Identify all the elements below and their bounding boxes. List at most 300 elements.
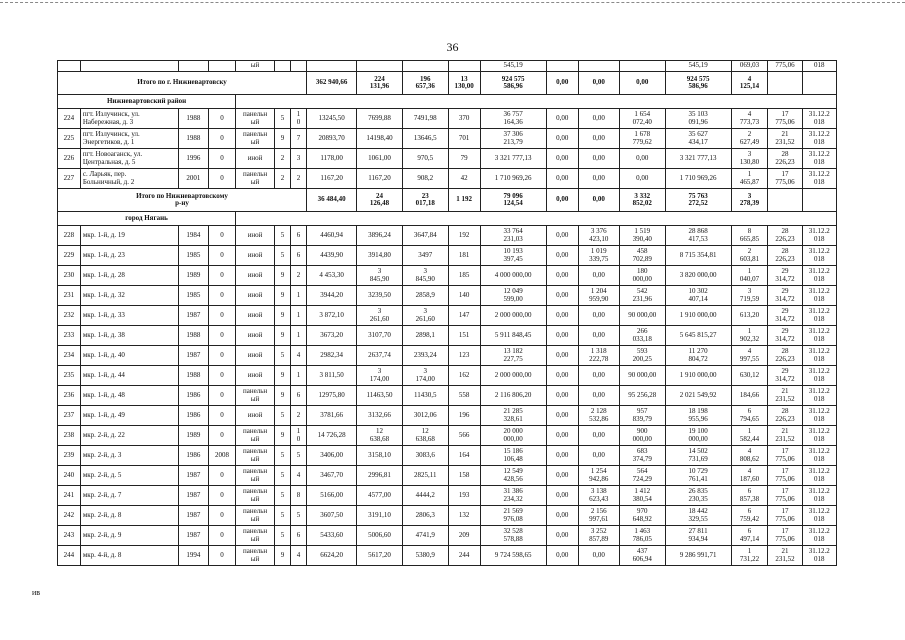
- table-cell: 1 019 339,75: [578, 246, 619, 266]
- table-cell: 18 198 955,96: [665, 406, 731, 426]
- table-cell: 1986: [179, 406, 209, 426]
- table-cell: 31.12.2 018: [802, 129, 836, 149]
- total-row: [58, 72, 837, 95]
- table-cell: 31.12.2 018: [802, 486, 836, 506]
- table-cell: 13 182 227,75: [480, 346, 546, 366]
- table-cell: 7491,98: [402, 109, 448, 129]
- table-cell: 2: [274, 149, 290, 169]
- table-cell: 19 100 000,00: [665, 426, 731, 446]
- table-cell: 6: [290, 526, 306, 546]
- table-cell: 196: [448, 406, 480, 426]
- table-cell: 566: [448, 426, 480, 446]
- table-cell: 5: [274, 526, 290, 546]
- table-row: [58, 226, 837, 246]
- address-cell: мкр. 1-й, д. 32: [80, 286, 178, 306]
- table-cell: 1988: [179, 326, 209, 346]
- table-cell: 90 000,00: [619, 366, 665, 386]
- total-cell: 1 192: [448, 189, 480, 212]
- table-cell: 31.12.2 018: [802, 546, 836, 566]
- table-cell: 4 187,60: [731, 466, 768, 486]
- table-cell: панельн ый: [236, 526, 275, 546]
- total-label: Итого по Нижневартовскому р-ну: [58, 189, 307, 212]
- top-rule: [0, 2, 905, 3]
- table-cell: 5006,60: [357, 526, 403, 546]
- table-cell: 3132,66: [357, 406, 403, 426]
- table-cell: 4: [290, 546, 306, 566]
- table-cell: 0,00: [578, 306, 619, 326]
- table-cell: 1 412 380,54: [619, 486, 665, 506]
- table-cell: 1996: [179, 149, 209, 169]
- total-cell: 4 125,14: [731, 72, 768, 95]
- table-cell: 5: [274, 406, 290, 426]
- section-title-row: [58, 95, 837, 109]
- table-cell: 12 638,68: [357, 426, 403, 446]
- table-cell: 0: [208, 526, 235, 546]
- total-cell: 36 484,40: [306, 189, 356, 212]
- table-cell: 5: [274, 486, 290, 506]
- table-cell: 0,00: [578, 546, 619, 566]
- table-cell: иной: [236, 246, 275, 266]
- table-cell: 17 775,06: [768, 506, 802, 526]
- table-cell: 14198,40: [357, 129, 403, 149]
- table-cell: иной: [236, 286, 275, 306]
- table-cell: 21 231,52: [768, 426, 802, 446]
- table-row: [58, 246, 837, 266]
- table-cell: 11 270 804,72: [665, 346, 731, 366]
- table-cell: 5: [274, 466, 290, 486]
- table-cell: 1: [290, 286, 306, 306]
- table-cell: иной: [236, 149, 275, 169]
- table-cell: 5: [290, 446, 306, 466]
- table-cell: 3944,20: [306, 286, 356, 306]
- table-cell: 0: [208, 306, 235, 326]
- table-cell: панельн ый: [236, 546, 275, 566]
- continuation-row: [58, 61, 837, 72]
- table-body: [58, 61, 837, 566]
- table-cell: 1988: [179, 366, 209, 386]
- address-cell: мкр. 1-й, д. 48: [80, 386, 178, 406]
- table-cell: 192: [448, 226, 480, 246]
- table-cell: 3781,66: [306, 406, 356, 426]
- table-cell: 14 502 731,69: [665, 446, 731, 466]
- table-cell: 4 773,73: [731, 109, 768, 129]
- table-cell: 1 710 969,26: [480, 169, 546, 189]
- table-cell: 370: [448, 109, 480, 129]
- total-cell: [768, 189, 802, 212]
- table-cell: 1 318 222,78: [578, 346, 619, 366]
- table-cell: 1987: [179, 306, 209, 326]
- table-cell: 558: [448, 386, 480, 406]
- address-cell: мкр. 1-й, д. 49: [80, 406, 178, 426]
- table-cell: 31.12.2 018: [802, 426, 836, 446]
- table-cell: [448, 61, 480, 72]
- table-cell: [80, 61, 178, 72]
- table-row: [58, 306, 837, 326]
- table-cell: 31.12.2 018: [802, 346, 836, 366]
- total-cell: [768, 72, 802, 95]
- table-cell: 31.12.2 018: [802, 286, 836, 306]
- table-cell: 28 226,23: [768, 406, 802, 426]
- table-cell: 701: [448, 129, 480, 149]
- table-cell: 5 911 848,45: [480, 326, 546, 346]
- table-cell: 226: [58, 149, 81, 169]
- table-cell: 235: [58, 366, 81, 386]
- table-cell: 5380,9: [402, 546, 448, 566]
- table-cell: 0: [208, 226, 235, 246]
- table-cell: 32 528 578,88: [480, 526, 546, 546]
- table-cell: 3914,80: [357, 246, 403, 266]
- table-cell: 17 775,06: [768, 109, 802, 129]
- address-cell: мкр. 1-й, д. 19: [80, 226, 178, 246]
- table-cell: 0,00: [578, 109, 619, 129]
- table-cell: 2008: [208, 446, 235, 466]
- table-cell: 5: [274, 246, 290, 266]
- table-cell: 1985: [179, 286, 209, 306]
- table-cell: 36 757 164,36: [480, 109, 546, 129]
- table-cell: 1 710 969,26: [665, 169, 731, 189]
- table-cell: 266 033,18: [619, 326, 665, 346]
- table-cell: 1 0: [290, 109, 306, 129]
- table-cell: 0,00: [578, 386, 619, 406]
- table-cell: 0,00: [546, 149, 578, 169]
- table-cell: 6: [290, 226, 306, 246]
- table-cell: 437 606,94: [619, 546, 665, 566]
- table-cell: 1986: [179, 446, 209, 466]
- total-cell: [802, 72, 836, 95]
- table-cell: 6 759,42: [731, 506, 768, 526]
- table-cell: 1167,20: [306, 169, 356, 189]
- table-cell: панельн ый: [236, 386, 275, 406]
- total-cell: 0,00: [546, 72, 578, 95]
- table-cell: 3673,20: [306, 326, 356, 346]
- table-cell: 0,00: [546, 246, 578, 266]
- table-cell: 3 321 777,13: [480, 149, 546, 169]
- table-cell: 2637,74: [357, 346, 403, 366]
- table-cell: 0: [208, 326, 235, 346]
- table-cell: 0,00: [546, 426, 578, 446]
- table-cell: 31.12.2 018: [802, 366, 836, 386]
- table-cell: 1987: [179, 486, 209, 506]
- table-cell: иной: [236, 326, 275, 346]
- table-cell: 4: [290, 466, 306, 486]
- table-row: [58, 266, 837, 286]
- table-cell: 4 000 000,00: [480, 266, 546, 286]
- table-cell: 21 285 328,61: [480, 406, 546, 426]
- table-cell: 35 103 091,96: [665, 109, 731, 129]
- table-cell: 229: [58, 246, 81, 266]
- table-cell: 0,00: [546, 486, 578, 506]
- table-cell: 1: [290, 306, 306, 326]
- table-cell: панельн ый: [236, 506, 275, 526]
- table-row: [58, 446, 837, 466]
- total-cell: 75 763 272,52: [665, 189, 731, 212]
- table-cell: 5: [274, 446, 290, 466]
- address-cell: мкр. 1-й, д. 23: [80, 246, 178, 266]
- address-cell: пгт. Излучинск, ул. Набережная, д. 3: [80, 109, 178, 129]
- table-cell: 20893,70: [306, 129, 356, 149]
- table-cell: 17 775,06: [768, 526, 802, 546]
- table-cell: 3 174,00: [402, 366, 448, 386]
- table-cell: иной: [236, 366, 275, 386]
- table-cell: 9: [274, 386, 290, 406]
- table-cell: 1 204 959,90: [578, 286, 619, 306]
- table-cell: 17 775,06: [768, 486, 802, 506]
- total-cell: 24 126,48: [357, 189, 403, 212]
- table-cell: 2: [290, 266, 306, 286]
- table-row: [58, 346, 837, 366]
- section-title-filler: [236, 95, 837, 109]
- table-cell: 1167,20: [357, 169, 403, 189]
- table-cell: 1987: [179, 466, 209, 486]
- table-cell: 5: [274, 226, 290, 246]
- table-cell: 193: [448, 486, 480, 506]
- total-cell: 23 017,18: [402, 189, 448, 212]
- table-cell: 1 654 072,40: [619, 109, 665, 129]
- table-cell: 3 719,59: [731, 286, 768, 306]
- table-row: [58, 526, 837, 546]
- table-cell: 90 000,00: [619, 306, 665, 326]
- total-cell: 13 130,00: [448, 72, 480, 95]
- table-cell: 2825,11: [402, 466, 448, 486]
- table-cell: 6: [290, 386, 306, 406]
- table-cell: 8 715 354,81: [665, 246, 731, 266]
- table-cell: 31.12.2 018: [802, 466, 836, 486]
- table-cell: 2 000 000,00: [480, 306, 546, 326]
- table-cell: 0,00: [546, 526, 578, 546]
- table-cell: 2 021 549,92: [665, 386, 731, 406]
- table-cell: 227: [58, 169, 81, 189]
- table-cell: 9 724 598,65: [480, 546, 546, 566]
- table-cell: 1994: [179, 546, 209, 566]
- table-cell: 244: [448, 546, 480, 566]
- table-cell: 1 463 786,05: [619, 526, 665, 546]
- table-cell: 9: [274, 546, 290, 566]
- table-cell: [546, 61, 578, 72]
- address-cell: мкр. 1-й, д. 33: [80, 306, 178, 326]
- table-cell: панельн ый: [236, 129, 275, 149]
- table-cell: 0,00: [578, 326, 619, 346]
- table-cell: 2: [290, 169, 306, 189]
- table-cell: 184,66: [731, 386, 768, 406]
- table-cell: 21 231,52: [768, 129, 802, 149]
- address-cell: пгт. Новоаганск, ул. Центральная, д. 5: [80, 149, 178, 169]
- table-cell: 21 231,52: [768, 546, 802, 566]
- table-cell: 0,00: [578, 446, 619, 466]
- total-cell: [802, 189, 836, 212]
- table-cell: 29 314,72: [768, 366, 802, 386]
- table-cell: 1 519 390,40: [619, 226, 665, 246]
- table-cell: 957 839,79: [619, 406, 665, 426]
- table-cell: [208, 61, 235, 72]
- table-cell: 7: [290, 129, 306, 149]
- table-cell: 29 314,72: [768, 286, 802, 306]
- table-cell: 775,06: [768, 61, 802, 72]
- table-cell: 15 186 106,48: [480, 446, 546, 466]
- table-cell: 2996,81: [357, 466, 403, 486]
- table-cell: 1989: [179, 266, 209, 286]
- total-cell: 3 278,39: [731, 189, 768, 212]
- table-cell: 79: [448, 149, 480, 169]
- table-cell: 018: [802, 61, 836, 72]
- table-cell: 2001: [179, 169, 209, 189]
- table-cell: 5 645 815,27: [665, 326, 731, 346]
- table-cell: [306, 61, 356, 72]
- table-row: [58, 286, 837, 306]
- table-cell: 0,00: [546, 506, 578, 526]
- table-cell: 0,00: [546, 109, 578, 129]
- table-cell: 239: [58, 446, 81, 466]
- table-cell: 236: [58, 386, 81, 406]
- total-cell: 224 131,96: [357, 72, 403, 95]
- table-cell: 0,00: [546, 386, 578, 406]
- table-row: [58, 109, 837, 129]
- total-cell: 0,00: [546, 189, 578, 212]
- table-cell: 162: [448, 366, 480, 386]
- table-cell: 0,00: [546, 346, 578, 366]
- table-cell: 5: [290, 506, 306, 526]
- table-cell: 5617,20: [357, 546, 403, 566]
- table-cell: 29 314,72: [768, 326, 802, 346]
- table-cell: 3406,00: [306, 446, 356, 466]
- table-cell: 1 465,87: [731, 169, 768, 189]
- total-cell: 0,00: [578, 189, 619, 212]
- table-cell: 3 138 623,43: [578, 486, 619, 506]
- table-cell: 28 226,23: [768, 226, 802, 246]
- table-cell: 5: [274, 506, 290, 526]
- table-cell: 6624,20: [306, 546, 356, 566]
- page-number: 36: [446, 40, 459, 54]
- table-cell: 3 321 777,13: [665, 149, 731, 169]
- table-cell: 228: [58, 226, 81, 246]
- table-cell: 4444,2: [402, 486, 448, 506]
- table-cell: 151: [448, 326, 480, 346]
- table-cell: 1988: [179, 109, 209, 129]
- table-cell: 1988: [179, 129, 209, 149]
- table-cell: 31.12.2 018: [802, 149, 836, 169]
- table-row: [58, 386, 837, 406]
- table-cell: 33 764 231,03: [480, 226, 546, 246]
- table-cell: 21 569 976,08: [480, 506, 546, 526]
- table-cell: 0,00: [578, 266, 619, 286]
- table-row: [58, 486, 837, 506]
- housing-register-table: [57, 60, 837, 566]
- table-cell: 1 910 000,00: [665, 306, 731, 326]
- table-cell: 1 678 779,62: [619, 129, 665, 149]
- table-cell: 1 910 000,00: [665, 366, 731, 386]
- table-cell: 140: [448, 286, 480, 306]
- table-cell: 1061,00: [357, 149, 403, 169]
- table-cell: панельн ый: [236, 109, 275, 129]
- table-cell: 0,00: [546, 226, 578, 246]
- table-cell: 4: [290, 346, 306, 366]
- table-cell: 3 845,90: [402, 266, 448, 286]
- table-cell: 1 582,44: [731, 426, 768, 446]
- table-cell: 31.12.2 018: [802, 246, 836, 266]
- table-cell: 3 811,50: [306, 366, 356, 386]
- table-cell: 12 638,68: [402, 426, 448, 446]
- table-cell: 3012,06: [402, 406, 448, 426]
- table-cell: 2982,34: [306, 346, 356, 366]
- table-cell: 234: [58, 346, 81, 366]
- total-cell: 79 096 124,54: [480, 189, 546, 212]
- table-cell: 9: [274, 366, 290, 386]
- table-cell: 230: [58, 266, 81, 286]
- table-cell: 0: [208, 149, 235, 169]
- table-cell: 241: [58, 486, 81, 506]
- table-cell: 0,00: [546, 326, 578, 346]
- table-cell: 185: [448, 266, 480, 286]
- table-cell: 0: [208, 506, 235, 526]
- table-cell: 28 226,23: [768, 149, 802, 169]
- table-cell: 3083,6: [402, 446, 448, 466]
- table-cell: 209: [448, 526, 480, 546]
- table-cell: 0,00: [546, 129, 578, 149]
- table-cell: 233: [58, 326, 81, 346]
- table-cell: 0,00: [578, 149, 619, 169]
- table-cell: 0,00: [546, 286, 578, 306]
- total-row: [58, 189, 837, 212]
- total-cell: 924 575 586,96: [480, 72, 546, 95]
- table-cell: 3 174,00: [357, 366, 403, 386]
- table-cell: 31.12.2 018: [802, 446, 836, 466]
- table-cell: 3 872,10: [306, 306, 356, 326]
- table-cell: 0,00: [546, 546, 578, 566]
- table-cell: 1 731,22: [731, 546, 768, 566]
- table-cell: 3: [290, 149, 306, 169]
- table-cell: 1178,00: [306, 149, 356, 169]
- table-cell: 240: [58, 466, 81, 486]
- section-title-filler: [236, 212, 837, 226]
- table-cell: 3497: [402, 246, 448, 266]
- table-cell: 2858,9: [402, 286, 448, 306]
- table-cell: 31.12.2 018: [802, 386, 836, 406]
- table-cell: 132: [448, 506, 480, 526]
- total-cell: 0,00: [619, 72, 665, 95]
- table-cell: 35 627 434,17: [665, 129, 731, 149]
- table-cell: 28 226,23: [768, 346, 802, 366]
- table-row: [58, 546, 837, 566]
- table-cell: 3 130,80: [731, 149, 768, 169]
- table-cell: иной: [236, 346, 275, 366]
- table-cell: 1984: [179, 226, 209, 246]
- table-cell: 6 857,38: [731, 486, 768, 506]
- table-cell: 0: [208, 246, 235, 266]
- table-cell: 37 306 213,79: [480, 129, 546, 149]
- address-cell: мкр. 1-й, д. 44: [80, 366, 178, 386]
- table-cell: 0,00: [546, 306, 578, 326]
- table-cell: 3 261,60: [402, 306, 448, 326]
- table-row: [58, 406, 837, 426]
- address-cell: пгт. Излучинск, ул. Энергетиков, д. 1: [80, 129, 178, 149]
- table-cell: 0: [208, 129, 235, 149]
- table-cell: 0,00: [546, 266, 578, 286]
- footer-mark: ив: [32, 588, 41, 597]
- table-cell: 9: [274, 286, 290, 306]
- table-cell: 1989: [179, 426, 209, 446]
- table-cell: 545,19: [480, 61, 546, 72]
- table-cell: 31.12.2 018: [802, 526, 836, 546]
- table-cell: 6: [290, 246, 306, 266]
- table-cell: 0,00: [546, 406, 578, 426]
- table-cell: 224: [58, 109, 81, 129]
- table-cell: 1: [290, 326, 306, 346]
- table-cell: 683 374,79: [619, 446, 665, 466]
- total-cell: 362 940,66: [306, 72, 356, 95]
- table-cell: 2 128 532,86: [578, 406, 619, 426]
- table-cell: 2 116 806,20: [480, 386, 546, 406]
- table-cell: 31.12.2 018: [802, 326, 836, 346]
- table-cell: 900 000,00: [619, 426, 665, 446]
